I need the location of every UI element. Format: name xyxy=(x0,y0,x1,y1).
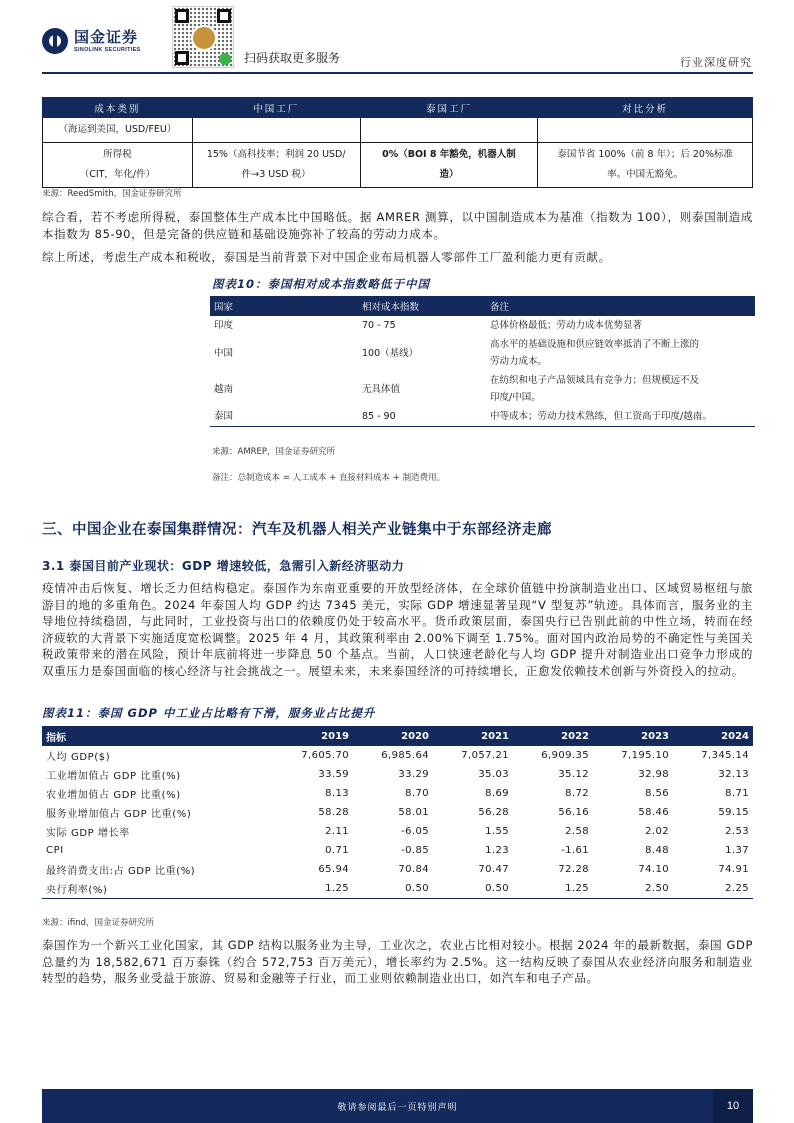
table-header-cell: 泰国工厂 xyxy=(360,98,538,118)
table-header-cell: 中国工厂 xyxy=(192,98,360,118)
table-cell: 2.11 xyxy=(325,826,349,837)
table-cell: 2.53 xyxy=(725,826,749,837)
paragraph: 疫情冲击后恢复、增长乏力但结构稳定。泰国作为东南亚重要的开放型经济体，在全球价值链中扮演制造业出口、区域贸易枢纽与旅游目的地的多重角色。2024 年泰国人均 GDP 约达 7345 美元，实际 GDP 增速显著呈现“V 型复苏”轨迹。具体而言，服务业的主导地位持续稳固，与此同时，工业投资与出口的依赖度仍处于较高水平。货币政策层面，泰国央行已告别此前的中性立场，转而在经济疲软的大背景下实施适度宽松调整。2025 年 4 月，其政策利率由 2.00%下调至 1.75%。面对国内政治局势的不确定性与美国关税政策带来的潜在风险，预计年底前将进一步降息 50 个基点。当前，人口快速老龄化与人均 GDP 提升对制造业出口竞争力形成的双重压力是泰国面临的核心经济与社会挑战之一。展望未来，未来泰国经济的可持续增长，正愈发依赖技术创新与外资投入的拉动。 xyxy=(42,581,753,678)
table-cell xyxy=(538,143,753,188)
paragraph: 泰国作为一个新兴工业化国家，其 GDP 结构以服务业为主导，工业次之，农业占比相对较小。根据 2024 年的最新数据，泰国 GDP 总量约为 18,582,671 百万泰铢（约合 572,753 百万美元），增长率约为 2.5%。这一结构反映了泰国从农业经济向服务和制造业转型的趋势，服务业受益于旅游、贸易和金融等子行业，而工业则依赖制造业出口，如汽车和电子产品。 xyxy=(42,938,753,985)
table-header-cell: 2020 xyxy=(353,726,433,746)
paragraph: 综合看，若不考虑所得税，泰国整体生产成本比中国略低。据 AMRER 测算，以中国制造成本为基准（指数为 100），则泰国制造成本指数为 85-90，但是完备的供应链和基础设施弥补了较高的劳动力成本。 xyxy=(42,210,753,241)
logo-icon xyxy=(42,28,68,54)
table-cell: 8.71 xyxy=(725,788,749,799)
table-cell xyxy=(43,143,193,188)
table-cell: -6.05 xyxy=(401,826,429,837)
cell-line: （CIT，年化/件） xyxy=(79,169,156,180)
table-cell: 8.48 xyxy=(645,845,669,856)
table-row xyxy=(210,407,755,427)
table-row xyxy=(42,860,753,879)
table-row xyxy=(42,803,753,822)
table-row xyxy=(42,784,753,803)
table-cell: 印度 xyxy=(214,320,234,331)
table-cell xyxy=(360,118,538,143)
table-header-cell: 国家 xyxy=(210,296,358,316)
logo-en: SINOLINK SECURITIES xyxy=(74,46,141,53)
table-source: 来源：ifind，国金证券研究所 xyxy=(42,918,154,928)
cell-line: 造） xyxy=(439,169,459,180)
table-header-row xyxy=(43,98,753,118)
table-cell xyxy=(192,143,360,188)
table-header-cell: 对比分析 xyxy=(538,98,753,118)
table-cell: 8.70 xyxy=(405,788,429,799)
table-cell: 33.29 xyxy=(398,769,429,780)
table-cell: 58.01 xyxy=(398,807,429,818)
table-cell: 央行利率(%) xyxy=(42,879,273,898)
logo-cn: 国金证券 xyxy=(74,27,139,46)
table-cell xyxy=(360,143,538,188)
table-row xyxy=(42,765,753,784)
table-cell: （海运到美国，USD/FEU） xyxy=(43,118,193,143)
table-cell: CPI xyxy=(46,845,64,856)
qr-caption: 扫码获取更多服务 xyxy=(244,51,341,65)
table-cell: 58.28 xyxy=(318,807,349,818)
table-cell: 1.25 xyxy=(513,879,593,898)
table-cell: 2.25 xyxy=(673,879,753,898)
table-row xyxy=(42,879,753,898)
table-cell: 7,605.70 xyxy=(301,750,349,761)
table-cell: 85 - 90 xyxy=(358,407,486,427)
table-cell: 74.91 xyxy=(718,864,749,875)
table-cell: 58.46 xyxy=(638,807,669,818)
cell-line: 印度/中国。 xyxy=(490,392,541,403)
table-cell: 8.69 xyxy=(485,788,509,799)
table-cell: 0.50 xyxy=(353,879,433,898)
table-cell: 56.16 xyxy=(558,807,589,818)
page-number: 10 xyxy=(713,1089,753,1123)
table-cell: 服务业增加值占 GDP 比重(%) xyxy=(46,809,192,820)
table-cell: 人均 GDP($) xyxy=(46,752,111,763)
table-cell: 1.23 xyxy=(485,845,509,856)
table-cell: 70 - 75 xyxy=(362,320,396,331)
table-cell: 最终消费支出:占 GDP 比重(%) xyxy=(46,866,196,877)
table-cell: 6,985.64 xyxy=(381,750,429,761)
cell-line: 所得税 xyxy=(103,149,132,160)
table-header-cell: 2021 xyxy=(433,726,513,746)
table-cell xyxy=(192,118,360,143)
table-row xyxy=(210,335,755,371)
paragraph: 综上所述，考虑生产成本和税收，泰国是当前背景下对中国企业布局机器人零部件工厂盈利能力更有贡献。 xyxy=(42,250,611,264)
table-cell: 32.98 xyxy=(638,769,669,780)
section-title: 三、中国企业在泰国集群情况：汽车及机器人相关产业链集中于东部经济走廊 xyxy=(42,522,552,538)
table-cell xyxy=(538,118,753,143)
table-cell: -0.85 xyxy=(401,845,429,856)
table-row xyxy=(42,841,753,860)
table-cell: 70.84 xyxy=(398,864,429,875)
table-cell: 35.12 xyxy=(558,769,589,780)
cell-line: 0%（BOI 8 年豁免，机器人制 xyxy=(382,149,516,160)
table-row xyxy=(210,316,755,335)
table-header-cell: 2022 xyxy=(513,726,593,746)
table-cell: 6,909.35 xyxy=(541,750,589,761)
report-type: 行业深度研究 xyxy=(680,56,752,69)
table-header-cell: 指标 xyxy=(42,726,273,746)
cell-line: 率。中国无豁免。 xyxy=(607,169,684,180)
table-header-cell: 相对成本指数 xyxy=(358,296,486,316)
table-cell: 农业增加值占 GDP 比重(%) xyxy=(46,790,181,801)
table-cell xyxy=(486,335,755,371)
cell-line: 劳动力成本。 xyxy=(490,356,548,367)
table-cell: 无具体值 xyxy=(362,383,401,395)
table-cell: 0.71 xyxy=(325,845,349,856)
table-cell: 总体价格最低；劳动力成本优势显著 xyxy=(490,320,643,331)
table-cell: 56.28 xyxy=(478,807,509,818)
header-divider xyxy=(42,72,753,74)
table-row xyxy=(210,371,755,407)
table-cell xyxy=(486,371,755,407)
table-cell: 1.55 xyxy=(485,826,509,837)
table-header-row xyxy=(42,726,753,746)
thailand-gdp-table xyxy=(42,726,753,899)
cell-line: 15%（高科技率；利润 20 USD/ xyxy=(206,149,346,160)
table-cell: 100（基线） xyxy=(362,347,419,359)
table-cell: 33.59 xyxy=(318,769,349,780)
table-cell: 泰国 xyxy=(210,407,358,427)
table-cell: 1.25 xyxy=(273,879,353,898)
table-cell: 7,195.10 xyxy=(621,750,669,761)
table-cell: 2.02 xyxy=(645,826,669,837)
cell-line: 高水平的基础设施和供应链效率抵消了不断上涨的 xyxy=(490,339,700,350)
table-cell: 70.47 xyxy=(478,864,509,875)
table-source: 来源：AMREP，国金证券研究所 xyxy=(212,447,336,457)
table-header-cell: 2023 xyxy=(593,726,673,746)
table-cell: 59.15 xyxy=(718,807,749,818)
footer-disclaimer[interactable]: 敬请参阅最后一页特别声明 xyxy=(337,1103,458,1113)
figure-title: 图表11：泰国 GDP 中工业占比略有下滑，服务业占比提升 xyxy=(42,706,376,720)
table-header-cell: 2024 xyxy=(673,726,753,746)
table-header-cell: 成本类别 xyxy=(43,98,193,118)
cell-line: 件→3 USD 税） xyxy=(241,169,311,180)
cell-line: 在纺织和电子产品领域具有竞争力；但规模远不及 xyxy=(490,375,700,386)
table-cell: 1.37 xyxy=(725,845,749,856)
table-cell: 工业增加值占 GDP 比重(%) xyxy=(46,771,181,782)
table-cell: 8.72 xyxy=(565,788,589,799)
table-cell: 32.13 xyxy=(718,769,749,780)
table-cell: 8.56 xyxy=(645,788,669,799)
table-cell: 中国 xyxy=(214,347,234,359)
qr-code-icon[interactable] xyxy=(172,6,234,68)
page-header xyxy=(0,0,794,80)
table-cell: 35.03 xyxy=(478,769,509,780)
table-cell: 2.50 xyxy=(593,879,673,898)
table-cell: 中等成本；劳动力技术熟练，但工资高于印度/越南。 xyxy=(486,407,755,427)
table-header-cell: 备注 xyxy=(486,296,755,316)
table-cell: 0.50 xyxy=(433,879,513,898)
table-header-row xyxy=(210,296,755,316)
table-cell: 74.10 xyxy=(638,864,669,875)
table-cell: 65.94 xyxy=(318,864,349,875)
table-row xyxy=(43,118,753,143)
cell-line: 泰国节省 100%（前 8 年）；后 20%标准 xyxy=(557,149,733,160)
table-cell: 7,345.14 xyxy=(701,750,749,761)
table-cell: 实际 GDP 增长率 xyxy=(46,828,130,839)
table-cell: 8.13 xyxy=(325,788,349,799)
table-row xyxy=(42,746,753,765)
figure-title: 图表10：泰国相对成本指数略低于中国 xyxy=(212,277,431,291)
table-cell: 2.58 xyxy=(565,826,589,837)
table-note: 备注：总制造成本 = 人工成本 + 直接材料成本 + 制造费用。 xyxy=(212,473,446,483)
table-source: 来源：ReedSmith，国金证券研究所 xyxy=(42,189,182,199)
table-row xyxy=(43,143,753,188)
table-row xyxy=(42,822,753,841)
page-footer xyxy=(42,1089,753,1123)
cost-comparison-table xyxy=(42,97,753,188)
relative-cost-table xyxy=(210,296,755,427)
table-cell: 72.28 xyxy=(558,864,589,875)
table-cell: -1.61 xyxy=(561,845,589,856)
table-cell: 7,057.21 xyxy=(461,750,509,761)
table-cell: 越南 xyxy=(214,383,234,395)
subsection-title: 3.1 泰国目前产业现状：GDP 增速较低，急需引入新经济驱动力 xyxy=(42,559,405,573)
table-header-cell: 2019 xyxy=(273,726,353,746)
company-logo xyxy=(42,28,141,54)
